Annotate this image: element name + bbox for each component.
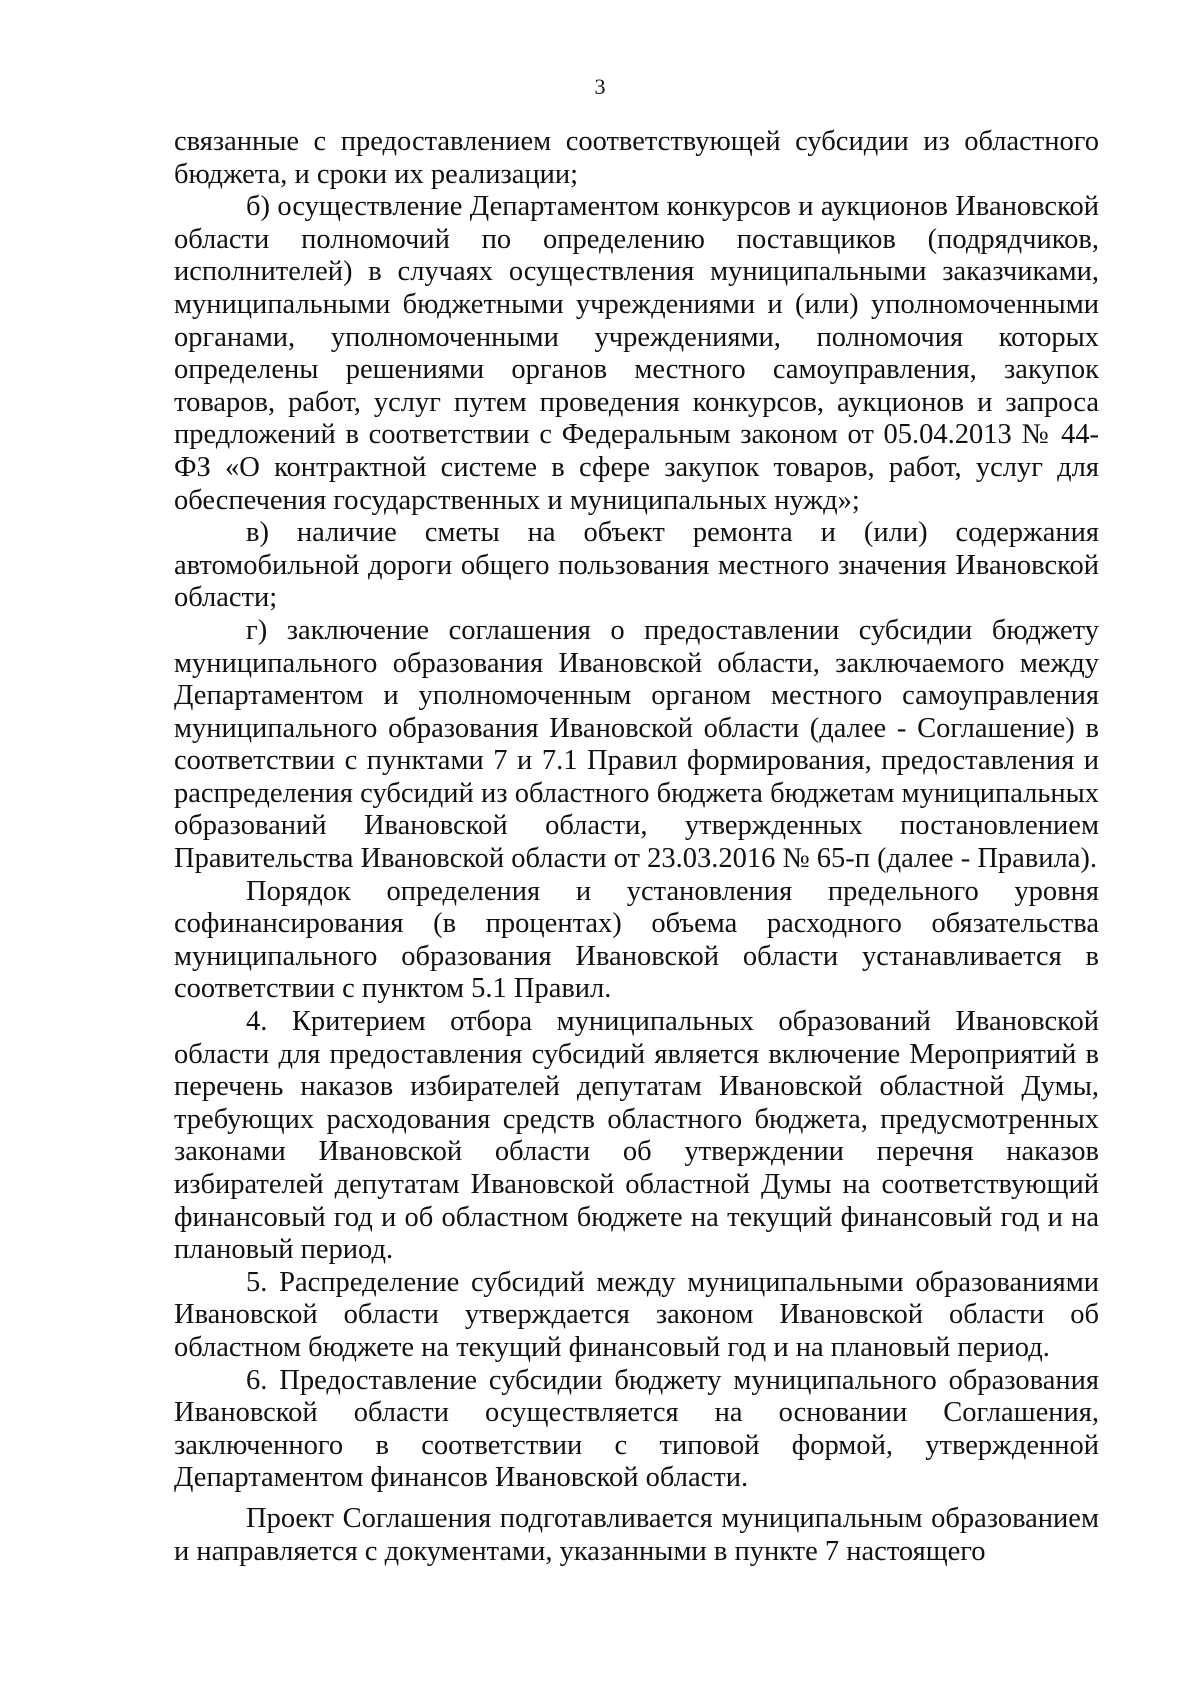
paragraph-section-6: 6. Предоставление субсидии бюджету муниципального образования Ивановской области осуществляется на основании Соглашения, заключенного в соответствии с типовой формой, утвержденной Департаментом финансов Ивановской области.: [174, 1364, 1099, 1494]
paragraph-section-4: 4. Критерием отбора муниципальных образований Ивановской области для предоставления субсидий является включение Мероприятий в перечень наказов избирателей депутатам Ивановской областной Думы, требующих расходования средств областного бюджета, предусмотренных законами Ивановской области об утверждении перечня наказов избирателей депутатам Ивановской областной Думы на соответствующий финансовый год и об областном бюджете на текущий финансовый год и на плановый период.: [174, 1006, 1099, 1266]
paragraph-item-g: г) заключение соглашения о предоставлении субсидии бюджету муниципального образования Ивановской области, заключаемого между Департаментом и уполномоченным органом местного самоуправления муниципального образования Ивановской области (далее - Соглашение) в соответствии с пунктами 7 и 7.1 Правил формирования, предоставления и распределения субсидий из областного бюджета бюджетам муниципальных образований Ивановской области, утвержденных постановлением Правительства Ивановской области от 23.03.2016 № 65-п (далее - Правила).: [174, 614, 1099, 875]
paragraph-item-b: б) осуществление Департаментом конкурсов и аукционов Ивановской области полномочий по определению поставщиков (подрядчиков, исполнителей) в случаях осуществления муниципальными заказчиками, муниципальными бюджетными учреждениями и (или) уполномоченными органами, уполномоченными учреждениями, полномочия которых определены решениями органов местного самоуправления, закупок товаров, работ, услуг путем проведения конкурсов, аукционов и запроса предложений в соответствии с Федеральным законом от 05.04.2013 № 44-ФЗ «О контрактной системе в сфере закупок товаров, работ, услуг для обеспечения государственных и муниципальных нужд»;: [174, 191, 1099, 516]
paragraph-agreement-draft: Проект Соглашения подготавливается муниципальным образованием и направляется с документами, указанными в пункте 7 настоящего: [174, 1502, 1099, 1567]
paragraph-section-5: 5. Распределение субсидий между муниципальными образованиями Ивановской области утверждается законом Ивановской области об областном бюджете на текущий финансовый год и на плановый период.: [174, 1266, 1099, 1363]
page-number: 3: [594, 74, 606, 99]
paragraph-continuation: связанные с предоставлением соответствующей субсидии из областного бюджета, и сроки их реализации;: [174, 126, 1099, 190]
paragraph-cofinancing-order: Порядок определения и установления предельного уровня софинансирования (в процентах) объема расходного обязательства муниципального образования Ивановской области устанавливается в соответствии с пунктом 5.1 Правил.: [174, 875, 1099, 1005]
document-body: [174, 126, 1099, 1568]
paragraph-item-v: в) наличие сметы на объект ремонта и (или) содержания автомобильной дороги общего пользования местного значения Ивановской области;: [174, 517, 1099, 614]
